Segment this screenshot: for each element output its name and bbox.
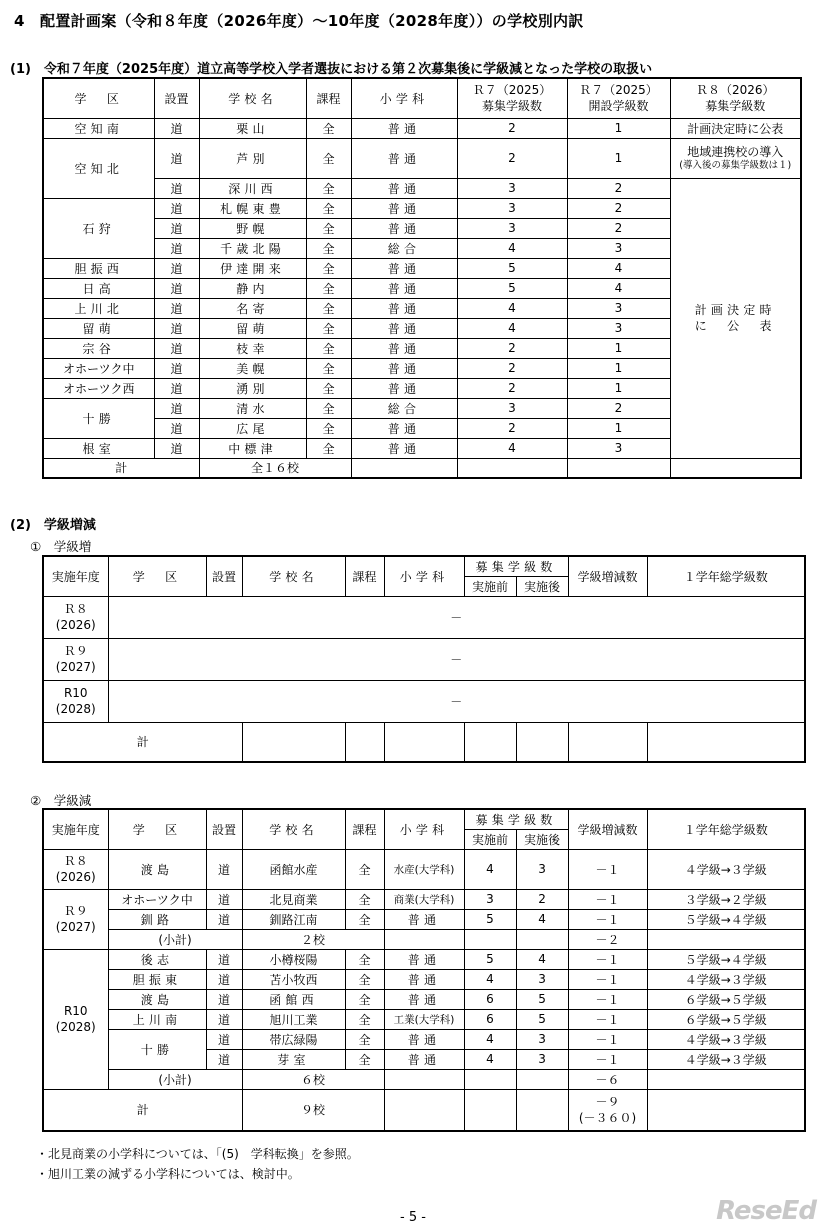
table-header-row: 実施年度 学 区 設置 学校名 課程 小学科 募集学級数 学級増減数 １学年総学級数 (43, 809, 805, 829)
table-header-row: 実施年度 学 区 設置 学校名 課程 小学科 募集学級数 学級増減数 １学年総学級数 (43, 556, 805, 576)
table-row: R10 (2028) 後志 道 小樽桜陽 全 普通 5 4 －１ ５学級→４学級 (43, 949, 805, 969)
increase-heading: ① 学級増 (30, 539, 92, 554)
table-row: 根室 道 中標津 全 普通 4 3 (43, 438, 801, 458)
table-row: 胆振東 道 苫小牧西 全 普通 4 3 －１ ４学級→３学級 (43, 969, 805, 989)
table-row: オホーツク西 道 湧別 全 普通 2 1 (43, 378, 801, 398)
table-row: 空知南 道 栗山 全 普通 2 1 計画決定時に公表 (43, 118, 801, 138)
page-number: - 5 - (400, 1210, 426, 1225)
subtotal-row: (小計) ６校 －６ (43, 1069, 805, 1089)
table-row: 十勝 道 帯広緑陽 全 普通 4 3 －１ ４学級→３学級 (43, 1029, 805, 1049)
note-2: ・旭川工業の減ずる小学科については、検討中。 (36, 1167, 300, 1181)
total-row: 計 全１６校 (43, 458, 801, 478)
table-row: 十勝 道 清水 全 総合 3 2 (43, 398, 801, 418)
total-row: 計 ９校 －９ (－３６０) (43, 1089, 805, 1131)
table-row: オホーツク中 道 美幌 全 普通 2 1 (43, 358, 801, 378)
watermark-logo: ReseEd (716, 1196, 816, 1226)
table-row: 道 芽室 全 普通 4 3 －１ ４学級→３学級 (43, 1049, 805, 1069)
section1-heading: (1) 令和７年度（2025年度）道立高等学校入学者選抜における第２次募集後に学級減となった学校の取扱い (10, 62, 653, 77)
table-row: R10 (2028) － (43, 680, 805, 722)
table-row: 空知北 道 芦別 全 普通 2 1 地域連携校の導入 (導入後の募集学級数は１) (43, 138, 801, 178)
subtotal-row: (小計) ２校 －２ (43, 929, 805, 949)
r8-note: 計画決定時 に 公 表 (670, 178, 801, 458)
r8-note: 計画決定時に公表 (670, 118, 801, 138)
table-row: 上川南 道 旭川工業 全 工業(大学科) 6 5 －１ ６学級→５学級 (43, 1009, 805, 1029)
table-row: 石狩 道 札幌東豊 全 普通 3 2 (43, 198, 801, 218)
table-row: Ｒ８ (2026) 渡島 道 函館水産 全 水産(大学科) 4 3 －１ ４学級→３学級 (43, 849, 805, 889)
table-row: 道 野幌 全 普通 3 2 (43, 218, 801, 238)
table-row: 道 千歳北陽 全 総合 4 3 (43, 238, 801, 258)
table-row: 上川北 道 名寄 全 普通 4 3 (43, 298, 801, 318)
table-row: 宗谷 道 枝幸 全 普通 2 1 (43, 338, 801, 358)
decrease-table: 実施年度 学 区 設置 学校名 課程 小学科 募集学級数 学級増減数 １学年総学級数 実施前 実施後 Ｒ８ (2026) 渡島 道 函館水産 全 水産(大学科) 4 3 －１ ４学級→３学級 Ｒ９ (2027) オホーツク中 道 北見商業 全 商業(大学科) 3 2 －１ ３学級→２学級 釧路 道 釧路江南 全 普通 5 4 －１ ５学級→４学級 (小計) ２校 －２ R10 (2028) 後志 道 小樽桜陽 全 普通 5 4 －１ ５学級→４学級 胆振東 道 苫小牧西 全 普通 4 3 －１ ４学級→３学級 渡島 道 函館西 全 普通 6 5 －１ ６学級→５学級 上川南 道 旭川工業 全 工業(大学科) 6 5 －１ ６学級→５学級 十勝 道 帯広緑陽 全 普通 4 3 －１ ４学級→３学級 道 芽室 全 普通 4 3 －１ ４学級→３学級 (小計) ６校 －６ 計 ９校 －９ (－３６０) (42, 808, 806, 1132)
table-row: 渡島 道 函館西 全 普通 6 5 －１ ６学級→５学級 (43, 989, 805, 1009)
table-row: 道 広尾 全 普通 2 1 (43, 418, 801, 438)
table-row: Ｒ８ (2026) － (43, 596, 805, 638)
note-1: ・北見商業の小学科については、「(5) 学科転換」を参照。 (36, 1147, 359, 1161)
table-row: 日高 道 静内 全 普通 5 4 (43, 278, 801, 298)
page-title: 4 配置計画案（令和８年度（2026年度）～10年度（2028年度））の学校別内訳 (14, 12, 584, 30)
section2-heading: (2) 学級増減 (10, 518, 96, 533)
table-row: Ｒ９ (2027) － (43, 638, 805, 680)
table-header-row: 学 区 設置 学校名 課程 小学科 Ｒ７（2025） 募集学級数 Ｒ７（2025） 開設学級数 Ｒ８（2026） 募集学級数 (43, 78, 801, 118)
total-row: 計 (43, 722, 805, 762)
table-row: 留萌 道 留萌 全 普通 4 3 (43, 318, 801, 338)
section1-table (42, 77, 802, 479)
decrease-heading: ② 学級減 (30, 793, 92, 808)
increase-table: 実施年度 学 区 設置 学校名 課程 小学科 募集学級数 学級増減数 １学年総学級数 実施前 実施後 Ｒ８ (2026) － Ｒ９ (2027) － R10 (2028) － 計 (42, 555, 806, 763)
table-row: 胆振西 道 伊達開来 全 普通 5 4 (43, 258, 801, 278)
table-row: 道 深川西 全 普通 3 2 計画決定時 に 公 表 (43, 178, 801, 198)
table-row: 釧路 道 釧路江南 全 普通 5 4 －１ ５学級→４学級 (43, 909, 805, 929)
r8-note: 地域連携校の導入 (導入後の募集学級数は１) (670, 138, 801, 178)
table-row: Ｒ９ (2027) オホーツク中 道 北見商業 全 商業(大学科) 3 2 －１ ３学級→２学級 (43, 889, 805, 909)
